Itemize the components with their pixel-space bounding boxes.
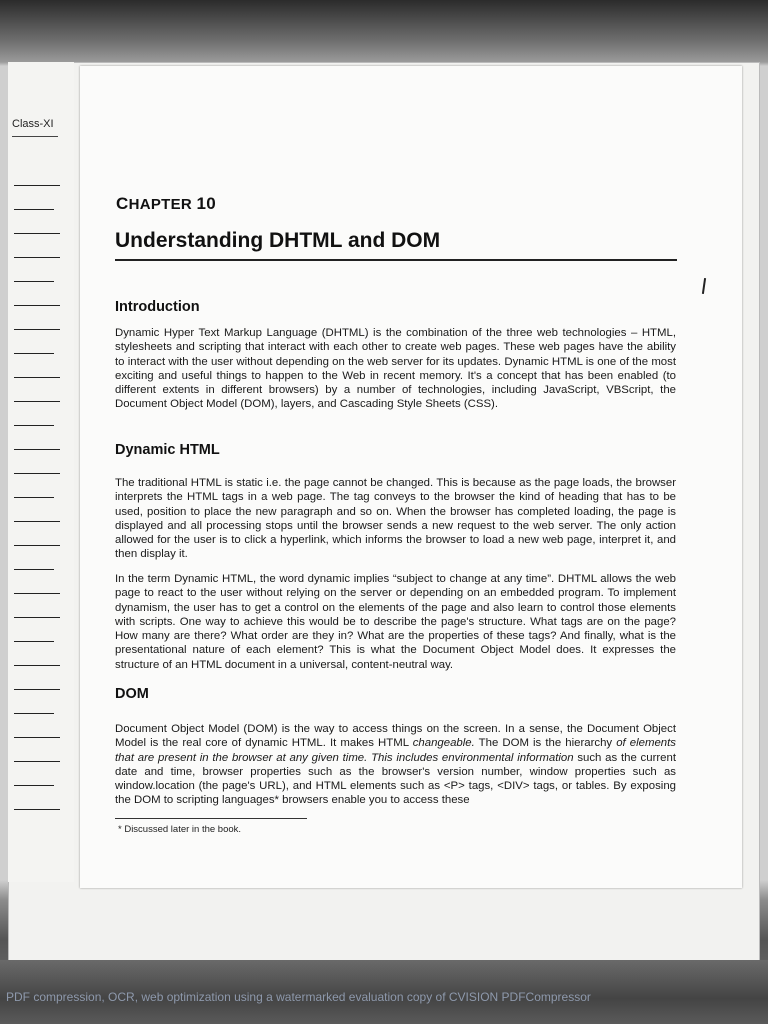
margin-tick [14, 593, 60, 594]
dom-text-2: The DOM is the hierarchy [474, 737, 617, 750]
dynamic-html-paragraph-1: The traditional HTML is static i.e. the page cannot be changed. This is because as the page loads, the browser interprets the HTML tags in a web page. The tag conveys to the browser the kind of heading that has to be used, position to place the new paragraph and so on. When the browser has completed loading, the page is displayed and all processing stops until the browser sends a new request to the web server. The only action allowed for the user is to click a hyperlink, which informs the browser to load a new web page, interpret it, and then display it. [115, 477, 676, 561]
margin-tick [14, 257, 60, 258]
margin-tick [14, 353, 54, 354]
margin-tick [14, 785, 54, 786]
dom-italic-1: changeable. [412, 737, 475, 750]
introduction-heading: Introduction [115, 299, 200, 315]
margin-tick [14, 473, 60, 474]
margin-tick [14, 233, 60, 234]
chapter-prefix: C [116, 194, 129, 213]
margin-tick [14, 545, 60, 546]
chapter-number: 10 [196, 194, 217, 213]
dom-heading: DOM [115, 686, 149, 702]
margin-tick [14, 737, 60, 738]
class-label: Class-XI [12, 118, 54, 130]
margin-tick [14, 809, 60, 810]
margin-tick [14, 497, 54, 498]
margin-tick [14, 425, 54, 426]
margin-tick [14, 281, 54, 282]
chapter-word: HAPTER [128, 196, 193, 213]
margin-tick [14, 401, 60, 402]
page-title: Understanding DHTML and DOM [115, 229, 441, 252]
footnote-rule [115, 818, 307, 819]
margin-tick [14, 521, 60, 522]
dom-italic-2: of elements that are present in the browser at any given time. This includes environmental information [115, 737, 676, 764]
margin-tick [14, 641, 54, 642]
watermark-text: PDF compression, OCR, web optimization using a watermarked evaluation copy of CVISION PDFCompressor [6, 990, 591, 1004]
margin-tick [14, 689, 60, 690]
footnote: * Discussed later in the book. [118, 824, 242, 835]
margin-tick [14, 449, 60, 450]
class-label-rule [12, 136, 58, 137]
title-rule [115, 259, 677, 261]
margin-tick [14, 209, 54, 210]
chapter-label [116, 194, 216, 214]
margin-tick [14, 569, 54, 570]
margin-tick [14, 185, 60, 186]
margin-tick [14, 665, 60, 666]
margin-tick [14, 713, 54, 714]
dynamic-html-heading: Dynamic HTML [115, 442, 220, 458]
margin-tick [14, 377, 60, 378]
dom-paragraph [115, 722, 676, 808]
margin-tick [14, 617, 60, 618]
margin-ticks [14, 185, 60, 833]
dynamic-html-paragraph-2: In the term Dynamic HTML, the word dynamic implies “subject to change at any time”. DHTML allows the web page to react to the user without relying on the server or depending on an embedded program. To implement dynamism, the user has to get a control on the elements of the page and also learn to control those elements with scripts. One way to achieve this would be to describe the page's structure. What tags are on the page? How many are there? What order are they in? What are the properties of these tags? And finally, what is the presentational nature of each element? This is what the Document Object Model does. It expresses the structure of an HTML document in a universal, content-neutral way. [115, 573, 676, 671]
book-page [80, 66, 742, 888]
margin-tick [14, 305, 60, 306]
dom-text-3: such as the current date and time, browser properties such as the browser's version number, window properties such as window.location (the page's URL), and HTML elements such as <P> tags, <DIV> tags, or tables. By exposing the DOM to scripting languages* browsers enable you to access these [115, 751, 676, 807]
margin-tick [14, 329, 60, 330]
introduction-paragraph: Dynamic Hyper Text Markup Language (DHTML) is the combination of the three web technologies – HTML, stylesheets and scripting that interact with each other to create web pages. These web pages have the ability to interact with the user without depending on the web server for its updates. Dynamic HTML is one of the most exciting and useful things to happen to the Web in recent memory. It's a concept that has been enabled (to different extents in different browsers) by a number of technologies, including JavaScript, VBScript, the Document Object Model (DOM), layers, and Cascading Style Sheets (CSS). [115, 327, 676, 411]
dom-text-1: Document Object Model (DOM) is the way to access things on the screen. In a sense, the Document Object Model is the real core of dynamic HTML. It makes HTML [115, 723, 676, 750]
margin-tick [14, 761, 60, 762]
